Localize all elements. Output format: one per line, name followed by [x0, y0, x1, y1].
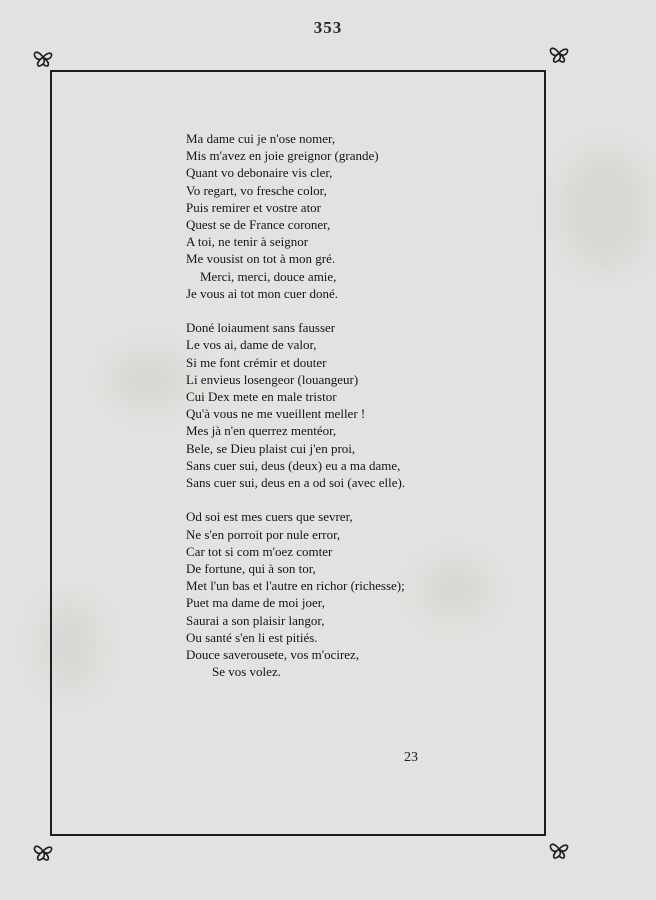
poem-refrain-line: Merci, merci, douce amie,: [200, 268, 337, 284]
poem-line: Bele, se Dieu plaist cui j'en proi,: [186, 440, 356, 456]
poem-line: Sans cuer sui, deus en a od soi (avec elle).: [186, 475, 406, 491]
stanza-2: [186, 319, 486, 491]
poem-line: Vo regart, vo fresche color,: [186, 182, 327, 198]
corner-ornament-icon: [546, 40, 572, 66]
poem-line: Ne s'en porroit por nule error,: [186, 526, 341, 542]
stanza-1: [186, 130, 486, 302]
poem-line: Le vos ai, dame de valor,: [186, 337, 317, 353]
poem-line: Cui Dex mete en male tristor: [186, 389, 337, 405]
poem-line: Li envieus losengeor (louangeur): [186, 371, 359, 387]
signature-mark: 23: [404, 750, 418, 765]
poem-line: Je vous ai tot mon cuer doné.: [186, 285, 338, 301]
poem-line: Mes jà n'en querrez mentéor,: [186, 423, 337, 439]
poem-line: Ma dame cui je n'ose nomer,: [186, 131, 336, 146]
page-number: 353: [313, 18, 343, 37]
paper-stain: [560, 150, 650, 270]
poem-line: Si me font crémir et douter: [186, 354, 327, 370]
corner-ornament-icon: [546, 836, 572, 862]
poem-line: Douce saverousete, vos m'ocirez,: [186, 647, 360, 663]
poem-line: Car tot si com m'oez comter: [186, 543, 333, 559]
poem-line: Sans cuer sui, deus (deux) eu a ma dame,: [186, 457, 401, 473]
poem-line: Quant vo debonaire vis cler,: [186, 165, 333, 181]
poem-line: Puis remirer et vostre ator: [186, 199, 322, 215]
poem-line: Qu'à vous ne me vueillent meller !: [186, 406, 366, 422]
poem-refrain-line: Se vos volez.: [212, 664, 281, 680]
poem-line: De fortune, qui à son tor,: [186, 561, 316, 577]
poem-line: Quest se de France coroner,: [186, 217, 331, 233]
poem-line: A toi, ne tenir à seignor: [186, 234, 309, 250]
stanza-3: [186, 508, 486, 680]
poem-line: Puet ma dame de moi joer,: [186, 595, 325, 611]
poem-line: Od soi est mes cuers que sevrer,: [186, 509, 353, 525]
poem-line: Ou santé s'en li est pitiés.: [186, 629, 318, 645]
corner-ornament-icon: [30, 838, 56, 864]
poem-line: Me vousist on tot à mon gré.: [186, 251, 336, 267]
poem-line: Saurai a son plaisir langor,: [186, 612, 325, 628]
poem-line: Met l'un bas et l'autre en richor (richesse);: [186, 578, 405, 594]
poem-text: [186, 130, 486, 698]
poem-line: Doné loiaument sans fausser: [186, 320, 336, 336]
poem-line: Mis m'avez en joie greignor (grande): [186, 148, 379, 164]
corner-ornament-icon: [30, 44, 56, 70]
